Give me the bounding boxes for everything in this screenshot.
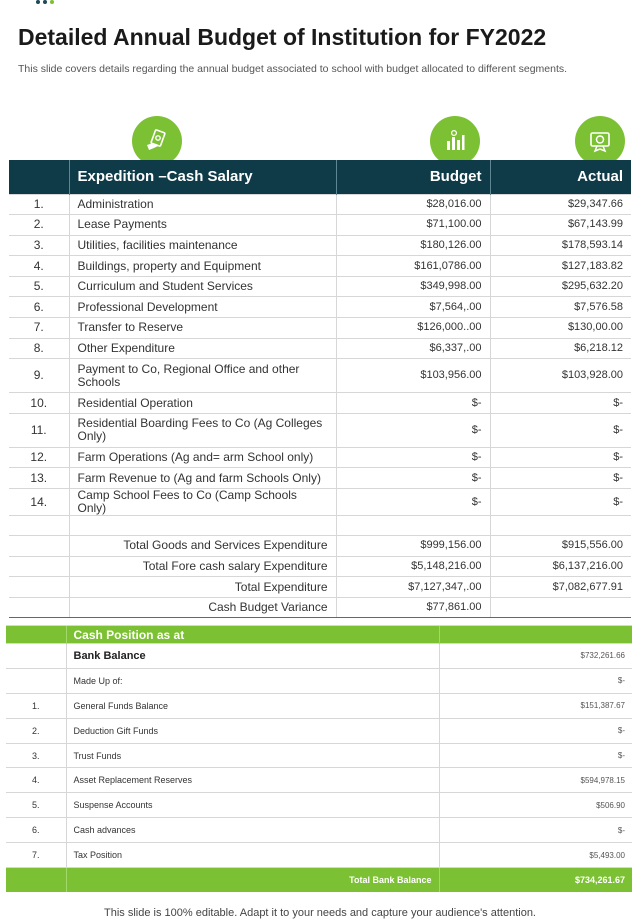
item-value: $151,387.67 [439, 693, 632, 718]
item-label: General Funds Balance [66, 693, 439, 718]
total-budget: $5,148,216.00 [336, 556, 490, 577]
item-label: Trust Funds [66, 743, 439, 768]
item-label: Suspense Accounts [66, 793, 439, 818]
item-value: $506.90 [439, 793, 632, 818]
row-item: Farm Operations (Ag and= arm School only) [69, 447, 336, 468]
cash-position-table [6, 625, 632, 892]
row-budget: $349,998.00 [336, 276, 490, 297]
cash-hand-icon [132, 116, 182, 166]
table-row [9, 447, 631, 468]
row-number: 1. [9, 194, 69, 215]
table-row [9, 468, 631, 489]
row-actual: $127,183.82 [490, 256, 631, 277]
total-actual: $6,137,216.00 [490, 556, 631, 577]
list-item [6, 768, 632, 793]
table-row [9, 413, 631, 447]
made-up-label: Made Up of: [66, 668, 439, 693]
table-row [9, 318, 631, 339]
row-budget: $126,000..00 [336, 318, 490, 339]
actual-header: Actual [490, 160, 631, 194]
item-number: 5. [6, 793, 66, 818]
table-row [9, 297, 631, 318]
list-item [6, 693, 632, 718]
row-budget: $6,337,.00 [336, 338, 490, 359]
actual-report-icon [575, 116, 625, 166]
row-actual: $- [490, 447, 631, 468]
made-up-value: $- [439, 668, 632, 693]
row-budget: $103,956.00 [336, 359, 490, 393]
row-item: Farm Revenue to (Ag and farm Schools Only) [69, 468, 336, 489]
item-number: 1. [6, 693, 66, 718]
row-item: Camp School Fees to Co (Camp Schools Only) [69, 489, 336, 516]
row-item: Payment to Co, Regional Office and other Schools [69, 359, 336, 393]
table-row [9, 359, 631, 393]
total-actual: $7,082,677.91 [490, 577, 631, 598]
list-item [6, 743, 632, 768]
row-item: Transfer to Reserve [69, 318, 336, 339]
total-row [9, 536, 631, 557]
row-actual: $178,593.14 [490, 235, 631, 256]
decorative-dots [36, 0, 56, 5]
footer-note: This slide is 100% editable. Adapt it to your needs and capture your audience's attention. [104, 907, 536, 919]
row-actual: $29,347.66 [490, 194, 631, 215]
total-budget: $7,127,347,.00 [336, 577, 490, 598]
row-budget: $71,100.00 [336, 215, 490, 236]
item-number: 4. [6, 768, 66, 793]
row-actual: $295,632.20 [490, 276, 631, 297]
total-bank-balance-value: $734,261.67 [439, 868, 632, 892]
row-budget: $- [336, 447, 490, 468]
bank-balance-value: $732,261.66 [439, 644, 632, 669]
row-number: 6. [9, 297, 69, 318]
item-value: $- [439, 718, 632, 743]
item-value: $- [439, 818, 632, 843]
page-title: Detailed Annual Budget of Institution for FY2022 [18, 24, 547, 50]
row-actual: $- [490, 489, 631, 516]
page-subtitle: This slide covers details regarding the annual budget associated to school with budget allocated to different segments. [18, 63, 568, 75]
row-number: 11. [9, 413, 69, 447]
row-actual: $67,143.99 [490, 215, 631, 236]
table-row [9, 489, 631, 516]
row-item: Professional Development [69, 297, 336, 318]
list-item [6, 718, 632, 743]
row-item: Lease Payments [69, 215, 336, 236]
budget-table [9, 160, 631, 618]
row-budget: $- [336, 489, 490, 516]
row-number: 4. [9, 256, 69, 277]
row-budget: $28,016.00 [336, 194, 490, 215]
item-label: Asset Replacement Reserves [66, 768, 439, 793]
row-budget: $- [336, 393, 490, 414]
item-number: 2. [6, 718, 66, 743]
item-number: 7. [6, 843, 66, 868]
total-row [9, 577, 631, 598]
total-row [9, 556, 631, 577]
cash-position-header [6, 626, 632, 644]
list-item [6, 818, 632, 843]
row-item: Buildings, property and Equipment [69, 256, 336, 277]
item-value: $- [439, 743, 632, 768]
row-item: Administration [69, 194, 336, 215]
row-number: 14. [9, 489, 69, 516]
table-row [9, 276, 631, 297]
item-value: $5,493.00 [439, 843, 632, 868]
total-bank-balance-row [6, 868, 632, 892]
cash-position-title: Cash Position as at [66, 626, 439, 644]
table-row [9, 338, 631, 359]
total-actual: $915,556.00 [490, 536, 631, 557]
row-budget: $- [336, 468, 490, 489]
total-label: Total Expenditure [69, 577, 336, 598]
item-label: Deduction Gift Funds [66, 718, 439, 743]
budget-chart-icon [430, 116, 480, 166]
row-item: Residential Boarding Fees to Co (Ag Colleges Only) [69, 413, 336, 447]
total-label: Total Fore cash salary Expenditure [69, 556, 336, 577]
total-label: Cash Budget Variance [69, 597, 336, 618]
item-number: 6. [6, 818, 66, 843]
bank-balance-label: Bank Balance [66, 644, 439, 669]
bank-balance-row [6, 644, 632, 669]
list-item [6, 793, 632, 818]
number-header [9, 160, 69, 194]
budget-header: Budget [336, 160, 490, 194]
table-row [9, 194, 631, 215]
row-budget: $180,126.00 [336, 235, 490, 256]
row-budget: $7,564,.00 [336, 297, 490, 318]
row-number: 10. [9, 393, 69, 414]
item-number: 3. [6, 743, 66, 768]
row-number: 12. [9, 447, 69, 468]
budget-table-header [9, 160, 631, 194]
item-value: $594,978.15 [439, 768, 632, 793]
table-row [9, 215, 631, 236]
row-item: Utilities, facilities maintenance [69, 235, 336, 256]
row-budget: $161,0786.00 [336, 256, 490, 277]
row-actual: $- [490, 413, 631, 447]
row-actual: $6,218.12 [490, 338, 631, 359]
row-item: Residential Operation [69, 393, 336, 414]
row-item: Other Expenditure [69, 338, 336, 359]
row-number: 7. [9, 318, 69, 339]
row-number: 9. [9, 359, 69, 393]
row-actual: $7,576.58 [490, 297, 631, 318]
row-number: 3. [9, 235, 69, 256]
total-actual [490, 597, 631, 618]
row-actual: $103,928.00 [490, 359, 631, 393]
row-number: 2. [9, 215, 69, 236]
item-label: Tax Position [66, 843, 439, 868]
item-label: Cash advances [66, 818, 439, 843]
table-row [9, 256, 631, 277]
table-row [9, 235, 631, 256]
row-actual: $- [490, 468, 631, 489]
row-actual: $- [490, 393, 631, 414]
row-item: Curriculum and Student Services [69, 276, 336, 297]
made-up-row [6, 668, 632, 693]
table-row [9, 393, 631, 414]
total-row [9, 597, 631, 618]
total-budget: $77,861.00 [336, 597, 490, 618]
expense-header: Expedition –Cash Salary [69, 160, 336, 194]
row-budget: $- [336, 413, 490, 447]
row-number: 5. [9, 276, 69, 297]
list-item [6, 843, 632, 868]
total-budget: $999,156.00 [336, 536, 490, 557]
row-number: 13. [9, 468, 69, 489]
total-bank-balance-label: Total Bank Balance [66, 868, 439, 892]
blank-row [9, 516, 631, 536]
row-number: 8. [9, 338, 69, 359]
total-label: Total Goods and Services Expenditure [69, 536, 336, 557]
row-actual: $130,00.00 [490, 318, 631, 339]
